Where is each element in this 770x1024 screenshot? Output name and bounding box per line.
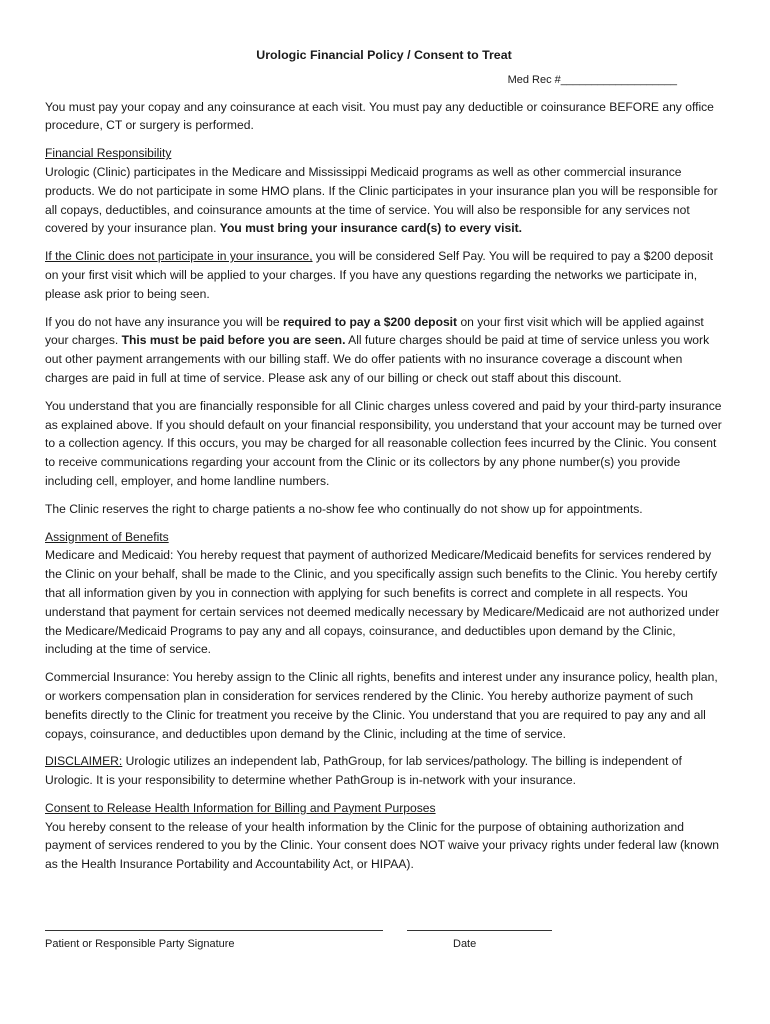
consent-body: You hereby consent to the release of your health information by the Clinic for the purpose of obtaining authorization and payment of services rendered to you by the Clinic. Your consent does NOT waive your privacy rights under federal law (known as the Health Insurance Portability and Accountability Act, or HIPAA). [45, 819, 720, 872]
no-show-paragraph: The Clinic reserves the right to charge patients a no-show fee who continually do not show up for appointments. [45, 501, 643, 516]
financial-responsibility-heading: Financial Responsibility [45, 146, 172, 161]
self-pay-body: you will be considered Self Pay. You will be required to pay a $200 deposit on your first visit which will be applied to your charges. If you have any questions regarding the networks we participate in, please ask prior to being seen. [45, 249, 714, 301]
date-line[interactable] [407, 930, 552, 931]
self-pay-lead: If the Clinic does not participate in your insurance, [45, 249, 313, 264]
consent-section [45, 799, 723, 874]
assignment-medicare-section [45, 528, 723, 660]
paid-before-seen-notice: This must be paid before you are seen. [121, 333, 346, 348]
med-rec-field: Med Rec #___________________ [507, 73, 677, 86]
disclaimer-body: Urologic utilizes an independent lab, PathGroup, for lab services/pathology. The billing is independent of Urologic. It is your responsibility to determine whether PathGroup is in-network with your insurance. [45, 754, 682, 788]
signature-line[interactable] [45, 930, 383, 931]
consent-heading: Consent to Release Health Information for Billing and Payment Purposes [45, 800, 436, 815]
page-title: Urologic Financial Policy / Consent to Treat [256, 48, 512, 62]
deposit-notice: required to pay a $200 deposit [283, 314, 458, 329]
document-page [45, 46, 723, 883]
insurance-card-notice: You must bring your insurance card(s) to every visit. [219, 221, 522, 236]
no-insurance-text-3: All future charges should be paid at time of service unless you work out other payment arrangements with our billing staff. We do offer patients with no insurance coverage a discount when charges are paid in full at time of service. Please ask any of our billing or check out staff about this discount. [45, 333, 710, 385]
intro-paragraph: You must pay your copay and any coinsurance at each visit. You must pay any deductible or coinsurance BEFORE any office procedure, CT or surgery is performed. [45, 99, 714, 133]
self-pay-paragraph [45, 247, 723, 303]
disclaimer-label: DISCLAIMER: [45, 754, 123, 769]
no-insurance-text-2: on your first visit which will be applied against your charges. [45, 314, 704, 348]
medicare-medicaid-body: Medicare and Medicaid: You hereby request that payment of authorized Medicare/Medicaid benefits for services rendered by the Clinic on your behalf, shall be made to the Clinic, and you specifically assign such benefits to the Clinic. You hereby certify that all information given by you in connection with applying for such benefits is correct and complete in all respects. You understand that payment for certain services not deemed medically necessary by Medicare/Medicaid are not authorized under the Medicare/Medicaid Programs to pay any and all copays, coinsurance, and deductibles upon demand by the Clinic, including at the time of service. [45, 548, 720, 657]
signature-label: Patient or Responsible Party Signature [45, 938, 235, 950]
commercial-insurance-paragraph: Commercial Insurance: You hereby assign to the Clinic all rights, benefits and interest under any insurance policy, health plan, or workers compensation plan in consideration for services rendered by the Clinic. You hereby authorize payment of such benefits directly to the Clinic for treatment you receive by the Clinic. You understand that you are required to pay any and all copays, coinsurance, and deductibles upon demand by the Clinic, including at the time of service. [45, 670, 718, 741]
disclaimer-paragraph [45, 752, 723, 790]
financial-responsibility-section [45, 144, 723, 238]
assignment-of-benefits-heading: Assignment of Benefits [45, 529, 169, 544]
responsibility-paragraph: You understand that you are financially responsible for all Clinic charges unless covered and paid by your third-party insurance as explained above. If you should default on your financial responsibility, you understand that your account may be turned over to a collection agency. If this occurs, you may be charged for all reasonable collection fees incurred by the Clinic. You consent to receive communications regarding your account from the Clinic or its collectors by any phone number(s) you provide including cell, employer, and home landline numbers. [45, 398, 722, 488]
no-insurance-text-1: If you do not have any insurance you will be [45, 314, 283, 329]
no-insurance-paragraph [45, 313, 723, 388]
date-label: Date [453, 938, 477, 950]
financial-responsibility-body: Urologic (Clinic) participates in the Medicare and Mississippi Medicaid programs as well as other commercial insurance products. We do not participate in some HMO plans. If the Clinic participates in your insurance plan you will be responsible for all copays, deductibles, and coinsurance amounts at the time of service. You will also be responsible for any services not covered by your insurance plan. [45, 164, 718, 236]
